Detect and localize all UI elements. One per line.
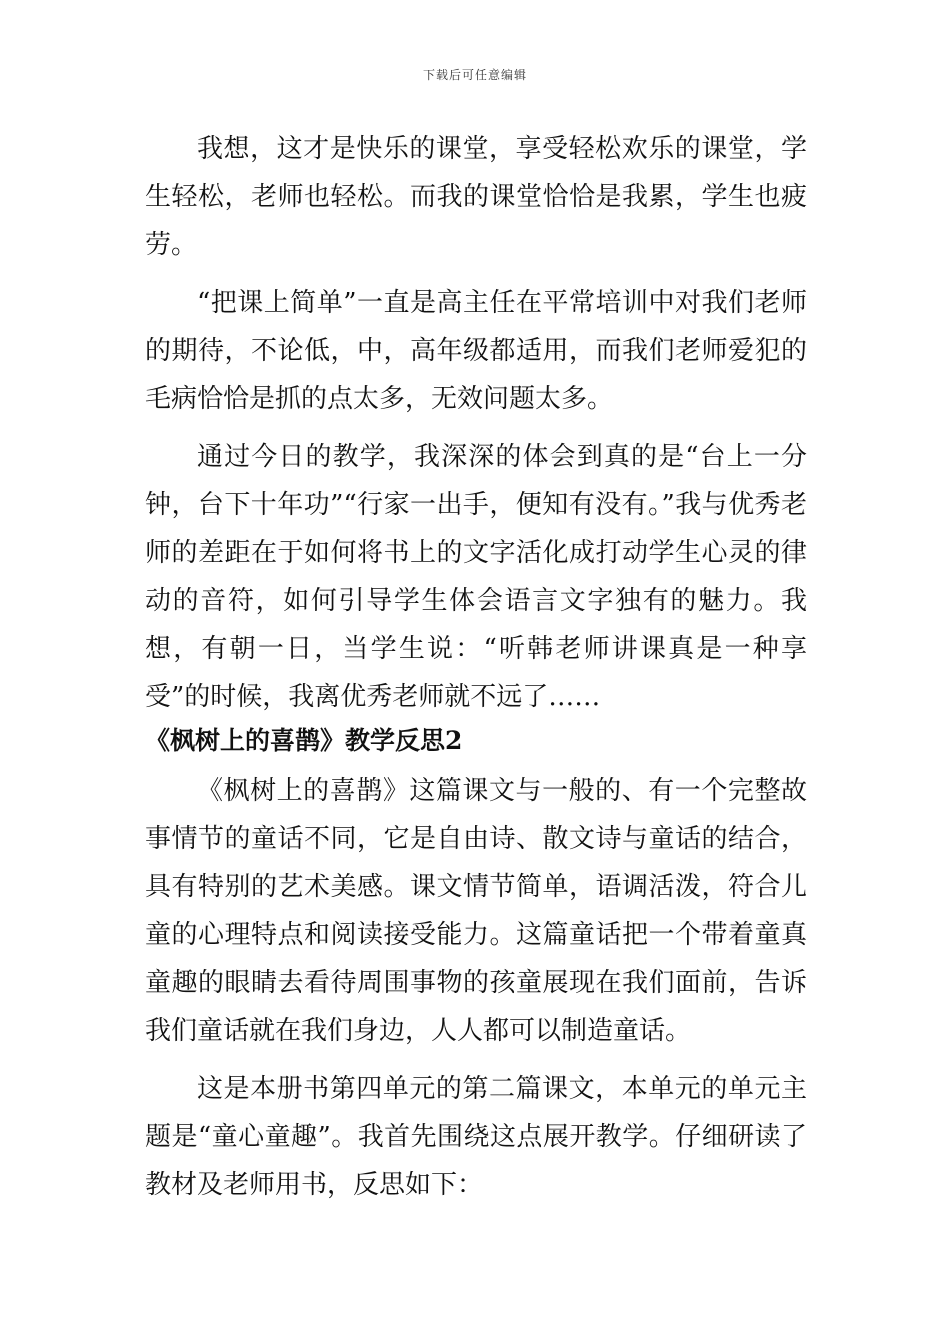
paragraph-1: 我想，这才是快乐的课堂，享受轻松欢乐的课堂，学生轻松，老师也轻松。而我的课堂恰恰是我累，学生也疲劳。 — [145, 134, 807, 260]
document-body — [145, 125, 807, 1219]
section-title: 《枫树上的喜鹊》教学反思2 — [145, 726, 463, 755]
page-header-note: 下载后可任意编辑 — [422, 68, 527, 82]
section-paragraph-2: 这是本册书第四单元的第二篇课文，本单元的单元主题是“童心童趣”。我首先围绕这点展开教学。仔细研读了教材及老师用书，反思如下： — [145, 1074, 807, 1200]
paragraph-3: 通过今日的教学，我深深的体会到真的是“台上一分钟，台下十年功”“行家一出手，便知有没有。”我与优秀老师的差距在于如何将书上的文字活化成打动学生心灵的律动的音符，如何引导学生体会语言文字独有的魅力。我想，有朝一日，当学生说：“听韩老师讲课真是一种享受”的时候，我离优秀老师就不远了…… — [145, 442, 807, 712]
section-paragraph-1: 《枫树上的喜鹊》这篇课文与一般的、有一个完整故事情节的童话不同，它是自由诗、散文诗与童话的结合，具有特别的艺术美感。课文情节简单，语调活泼，符合儿童的心理特点和阅读接受能力。这篇童话把一个带着童真童趣的眼睛去看待周围事物的孩童展现在我们面前，告诉我们童话就在我们身边，人人都可以制造童话。 — [145, 776, 807, 1046]
paragraph-2: “把课上简单”一直是高主任在平常培训中对我们老师的期待，不论低，中，高年级都适用，而我们老师爱犯的毛病恰恰是抓的点太多，无效问题太多。 — [145, 288, 807, 414]
